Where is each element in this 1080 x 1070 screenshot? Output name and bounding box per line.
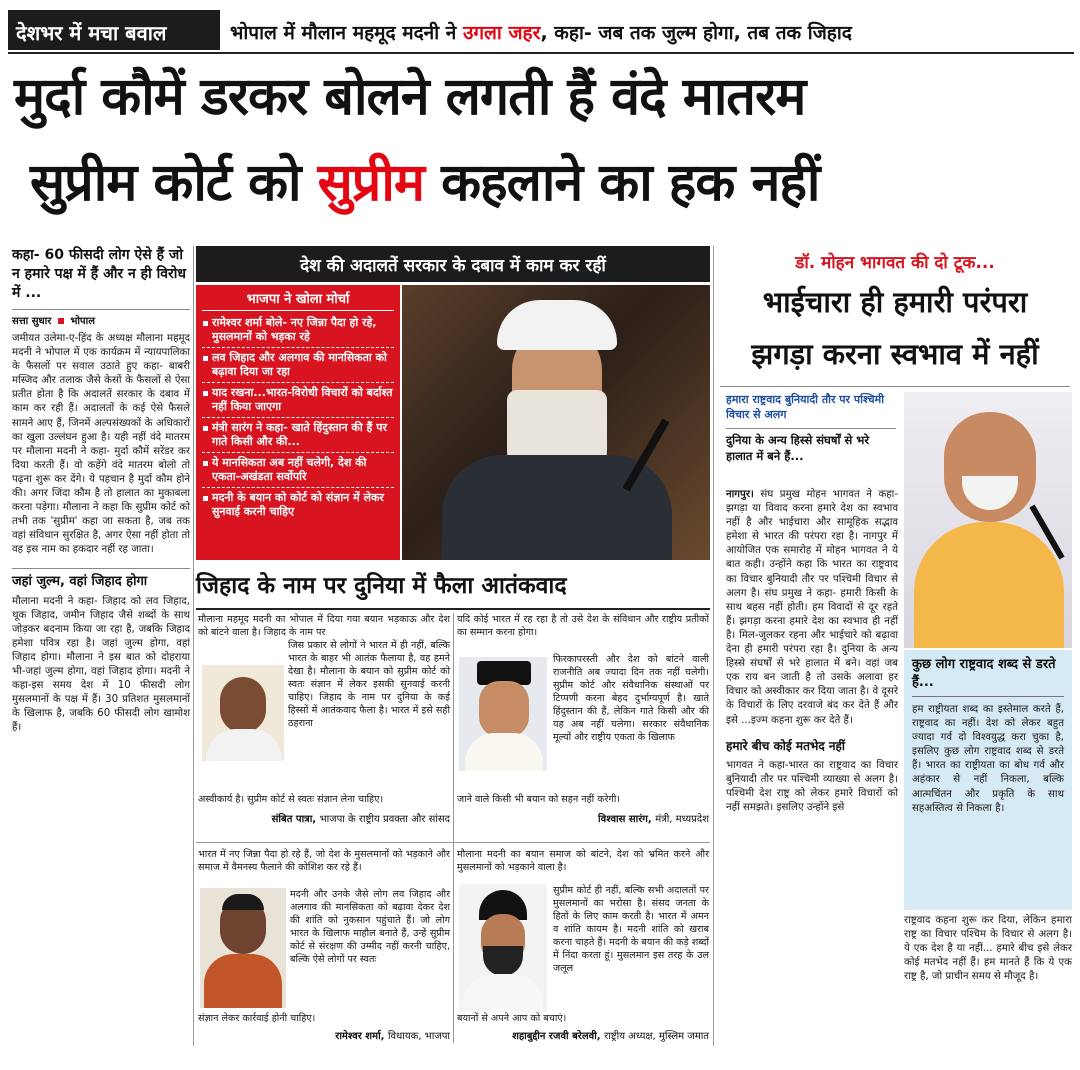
quote-lead: भारत में नए जिन्ना पैदा हो रहे हैं, जो देश के मुसलमानों को भड़काने और समाज में वैमनस्य फैलाने की कोशिश कर रहे हैं। (198, 849, 450, 873)
byline-place: भोपाल (70, 316, 95, 327)
sambit-patra-photo (202, 665, 284, 761)
quote-text: फिरकापरस्ती और देश को बांटने वाली राजनीति अब ज्यादा दिन तक नहीं चलेगी। सुप्रीम कोर्ट और संवैधानिक संस्थाओं पर टिप्पणी करना बेहद दुर्भाग्यपूर्ण है। खाते हिंदुस्तान की हैं, लेकिन गाते किसी और की यह अब नहीं चलेगा। सरकार संवैधानिक मूल्यों और राष्ट्रीय एकता के खिलाफ (553, 654, 709, 743)
quote-text: सुप्रीम कोर्ट ही नहीं, बल्कि सभी अदालतों पर मुसलमानों का भरोसा है। संसद जनता के हितों के लिए काम करती है। भारत में अमन व शांति कायम है। मदनी शांति को खराब करना चाहते हैं। मदनी के बयान की कड़े शब्दों में निंदा करता हूं। मुसलमान इस तरह के उल जलूल (553, 885, 709, 974)
nationalism-box (904, 650, 1072, 910)
quote-attribution (457, 811, 709, 825)
quote-card (457, 613, 709, 841)
headline-line-2-pre: सुप्रीम कोर्ट को (30, 153, 301, 213)
center-heading: जिहाद के नाम पर दुनिया में फैला आतंकवाद (196, 573, 567, 599)
right-sub-callout: दुनिया के अन्य हिस्से संघर्षों से भरे हालात में बने हैं... (726, 428, 896, 464)
rameshwar-sharma-photo (200, 888, 286, 1008)
bjp-box-title: भाजपा ने खोला मोर्चा (202, 289, 394, 311)
quote-card (198, 613, 450, 841)
nationalism-box-title: कुछ लोग राष्ट्रवाद शब्द से डरते हैं... (912, 656, 1064, 697)
left-column (12, 246, 190, 1046)
madani-photo (402, 285, 710, 560)
headline-line-2-post: कहलाने का हक नहीं (441, 153, 820, 213)
quote-attribution-role: राष्ट्रीय अध्यक्ष, मुस्लिम जमात (604, 1031, 709, 1042)
quote-attribution-name: संबित पात्रा, (271, 814, 317, 825)
bjp-bullet: याद रखना...भारत-विरोधी विचारों को बर्दाश्त नहीं किया जाएगा (202, 386, 394, 418)
quote-lead: यदि कोई भारत में रह रहा है तो उसे देश के संविधान और राष्ट्रीय प्रतीकों का सम्मान करना होगा। (457, 614, 709, 638)
photo-cap (497, 300, 617, 350)
right-headline-1: भाईचारा ही हमारी परंपरा (762, 285, 1028, 319)
quote-attribution-role: भाजपा के राष्ट्रीय प्रवक्ता और सांसद (319, 814, 450, 825)
headline-line-2 (30, 148, 1070, 218)
shahabuddin-razvi-photo (459, 884, 547, 1012)
right-body (726, 488, 898, 815)
bjp-bullet: मदनी के बयान को कोर्ट को संज्ञान में लेकर सुनवाई करनी चाहिए (202, 491, 394, 522)
byline-name: सत्ता सुधार (12, 316, 52, 327)
quote-attribution-role: विधायक, भाजपा (387, 1031, 450, 1042)
quote-attribution-name: रामेश्वर शर्मा, (335, 1031, 385, 1042)
right-body-2: भागवत ने कहा-भारत का राष्ट्रवाद का विचार बुनियादी तौर पर पश्चिमी व्याख्या से अलग है। पश्चिमी देश राष्ट्र को लेकर हमारे विचारों को नहीं समझते। इसलिए उन्होंने इसे (726, 759, 898, 813)
quote-text: मदनी और उनके जैसे लोग लव जिहाद और अलगाव की मानसिकता को बढ़ावा देकर देश की शांति को नुकसान पहुंचाते हैं। जो लोग भारत के खिलाफ माहौल बनाते हैं, उन्हें सुप्रीम कोर्ट से संरक्षण की उम्मीद नहीं करनी चाहिए, बल्कि ऐसे लोगों पर स्वतः (290, 889, 450, 965)
center-banner-text: देश की अदालतें सरकार के दबाव में काम कर रहीं (300, 256, 606, 276)
right-headline-2: झगड़ा करना स्वभाव में नहीं (751, 337, 1039, 371)
left-intro: कहा- 60 फीसदी लोग ऐसे हैं जो न हमारे पक्ष में हैं और न ही विरोध में ... (12, 247, 186, 301)
nationalism-box-body: हम राष्ट्रीयता शब्द का इस्तेमाल करते हैं, राष्ट्रवाद का नहीं। देश को लेकर बहुत ज्यादा गर्व दो विश्वयुद्ध करा चुका है, इसलिए कुछ लोग राष्ट्रवाद शब्द से डरते हैं। भारत का राष्ट्रीयता का बोध गर्व और अहंकार से नहीं निकला, बल्कि आत्मचिंतन और प्रकृति के साथ सहअस्तित्व से निकला है। (912, 704, 1064, 814)
quote-attribution-name: विश्वास सारंग, (598, 814, 652, 825)
kicker (230, 19, 852, 45)
left-body: जमीयत उलेमा-ए-हिंद के अध्यक्ष मौलाना महमूद मदनी ने भोपाल में एक कार्यक्रम में न्यायपालिका के फैसलों पर सवाल उठाते हुए कहा- बाबरी मस्जिद और तलाक जैसे केसों के फैसलों से ऐसा प्रतीत होता है कि अदालतें सरकार के दबाव में काम कर रही हैं। अदालतों के कई ऐसे फैसले सामने आए हैं, जिनमें अल्पसंख्यकों के अधिकारों का खुला उल्लंघन हुआ है। यही नहीं वंदे मातरम पर मौलाना मदनी ने कहा- मुर्दा कौमें सरेंडर कर दिया करती हैं। वो कहेंगे वंदे मातरम बोलो तो पढ़ना शुरू कर देंगे। ये पहचान है मुर्दा कौम होने की। अगर जिंदा कौम है तो हालात का मुकाबला करना पड़ेगा। मौलाना ने कहा कि सुप्रीम कोर्ट को तभी तक 'सुप्रीम' कहा जा सकता है, जब तक वहां संविधान सुरक्षित है, अगर ऐसा नहीं होता तो वह इस नाम का हकदार नहीं रह जाता। (12, 333, 190, 556)
bjp-box (196, 285, 400, 560)
bjp-bullet: रामेश्वर शर्मा बोले- नए जिन्ना पैदा हो रहे, मुसलमानों को भड़का रहे (202, 316, 394, 348)
right-body-copy: संघ प्रमुख मोहन भागवत ने कहा-झगड़ा या विवाद करना हमारे देश का स्वभाव नहीं है और भाईचारा और सामूहिक सद्भाव हमेशा से भारत की परंपरा रहा है। नागपुर में आयोजित एक समारोह में मोहन भागवत ने ये बात कही। उन्होंने कहा कि भारत का राष्ट्रवाद का विचार बुनियादी तौर पर पश्चिमी विचार से अलग है। संघ प्रमुख ने कहा- हमारी किसी के साथ बहस नहीं होती। हम विवादों से दूर रहते हैं। झगड़ा करना हमारे देश का स्वभाव ही नहीं है। मिल-जुलकर रहना और भाईचारे को बढ़ावा देना ही हमारी परंपरा रहा है। दुनिया के अन्य हिस्से संघर्षों से भरे हालात में बने। वहां जब एक राय बन जाती है तो उसके अलावा हर विचार को अस्वीकार कर दिया जाता है। वे दूसरे के विचारों के लिए दरवाजे बंद कर देते हैं और इसे ...इज्म कहना शुरू कर देते हैं। (726, 489, 898, 726)
quote-attribution-role: मंत्री, मध्यप्रदेश (655, 814, 709, 825)
bjp-bullet: लव जिहाद और अलगाव की मानसिकता को बढ़ावा दिया जा रहा (202, 351, 394, 383)
quote-card (198, 848, 450, 1044)
kicker-pre: भोपाल में मौलान महमूद मदनी ने (230, 22, 457, 44)
quote-tail: संज्ञान लेकर कार्रवाई होनी चाहिए। (198, 1013, 316, 1024)
right-body-3: राष्ट्रवाद कहना शुरू कर दिया, लेकिन हमारा राष्ट्र का विचार पश्चिम के विचार से अलग है। ये एक देश है या नहीं... हमारे बीच इसे लेकर कोई मतभेद नहीं हैं। हम मानते हैं कि ये एक राष्ट्र है, जो प्राचीन समय से मौजूद है। (904, 915, 1072, 983)
quote-attribution (457, 1028, 709, 1042)
right-callout: हमारा राष्ट्रवाद बुनियादी तौर पर पश्चिमी विचार से अलग (726, 393, 885, 421)
quote-attribution (198, 1028, 450, 1042)
bjp-bullet: ये मानसिकता अब नहीं चलेगी, देश की एकता-अखंडता सर्वोपरि (202, 456, 394, 488)
quote-attribution (198, 811, 450, 825)
headline-highlight: सुप्रीम (317, 153, 424, 213)
top-strip (8, 6, 1074, 52)
right-kicker: डॉ. मोहन भागवत की दो टूक... (795, 253, 995, 273)
dateline: नागपुर। (726, 489, 754, 500)
right-body-text (726, 488, 898, 728)
byline (12, 309, 190, 327)
quote-card (457, 848, 709, 1044)
quote-attribution-name: शहाबुद्दीन रजवी बरेलवी, (512, 1031, 601, 1042)
left-body-2: मौलाना मदनी ने कहा- जिहाद को लव जिहाद, थूक जिहाद, जमीन जिहाद जैसे शब्दों के साथ जोड़कर बदनाम किया जा रहा है, जबकि जिहाद हमेशा पवित्र रहा है। जहां जुल्म होगा, वहां जिहाद होगा। मौलाना ने इस बात को दोहराया भी-जहां जुल्म होगा, वहां जिहाद होगा। मदनी ने कहा-इस समय देश में 10 फीसदी लोग मुसलमानों के पक्ष में हैं। 30 प्रतिशत मुसलमानों के खिलाफ है, जबकि 60 फीसदी लोग खामोश हैं। (12, 595, 190, 734)
quote-tail: बयानों से अपने आप को बचाएं। (457, 1013, 567, 1024)
bhagwat-photo (904, 392, 1072, 648)
right-subhead: हमारे बीच कोई मतभेद नहीं (726, 738, 846, 753)
quote-lead: मौलाना मदनी का बयान समाज को बांटने, देश को भ्रमित करने और मुसलमानों को भड़काने वाला है। (457, 849, 709, 873)
vishwas-sarang-photo (459, 657, 547, 771)
bjp-bullet: मंत्री सारंग ने कहा- खाते हिंदुस्तान की हैं पर गाते किसी और की... (202, 421, 394, 453)
headline-line-1: मुर्दा कौमें डरकर बोलने लगती हैं वंदे मातरम (14, 67, 806, 127)
quote-tail: जाने वाले किसी भी बयान को सहन नहीं करेगी। (457, 794, 621, 805)
byline-square (58, 318, 64, 324)
section-tag-label: देशभर में मचा बवाल (16, 21, 167, 45)
kicker-highlight: उगला जहर (462, 22, 541, 44)
quote-text: जिस प्रकार से लोगों ने भारत में ही नहीं, बल्कि भारत के बाहर भी आतंक फैलाया है, वह हमने देखा है। मौलाना के बयान को सुप्रीम कोर्ट को स्वतः संज्ञान में लेकर इसकी सुनवाई करनी चाहिए। जिहाद के नाम पर दुनिया के कई हिस्सों में आतंकवाद फैला है। भारत में इसे सही ठहराना (288, 640, 450, 729)
kicker-post: , कहा- जब तक जुल्म होगा, तब तक जिहाद (540, 22, 852, 44)
left-subhead: जहां जुल्म, वहां जिहाद होगा (12, 568, 190, 591)
quote-tail: अस्वीकार्य है। सुप्रीम कोर्ट से स्वतः संज्ञान लेना चाहिए। (198, 794, 384, 805)
quote-lead: मौलाना महमूद मदनी का भोपाल में दिया गया बयान भड़काऊ और देश को बांटने वाला है। जिहाद के नाम पर (198, 614, 450, 638)
